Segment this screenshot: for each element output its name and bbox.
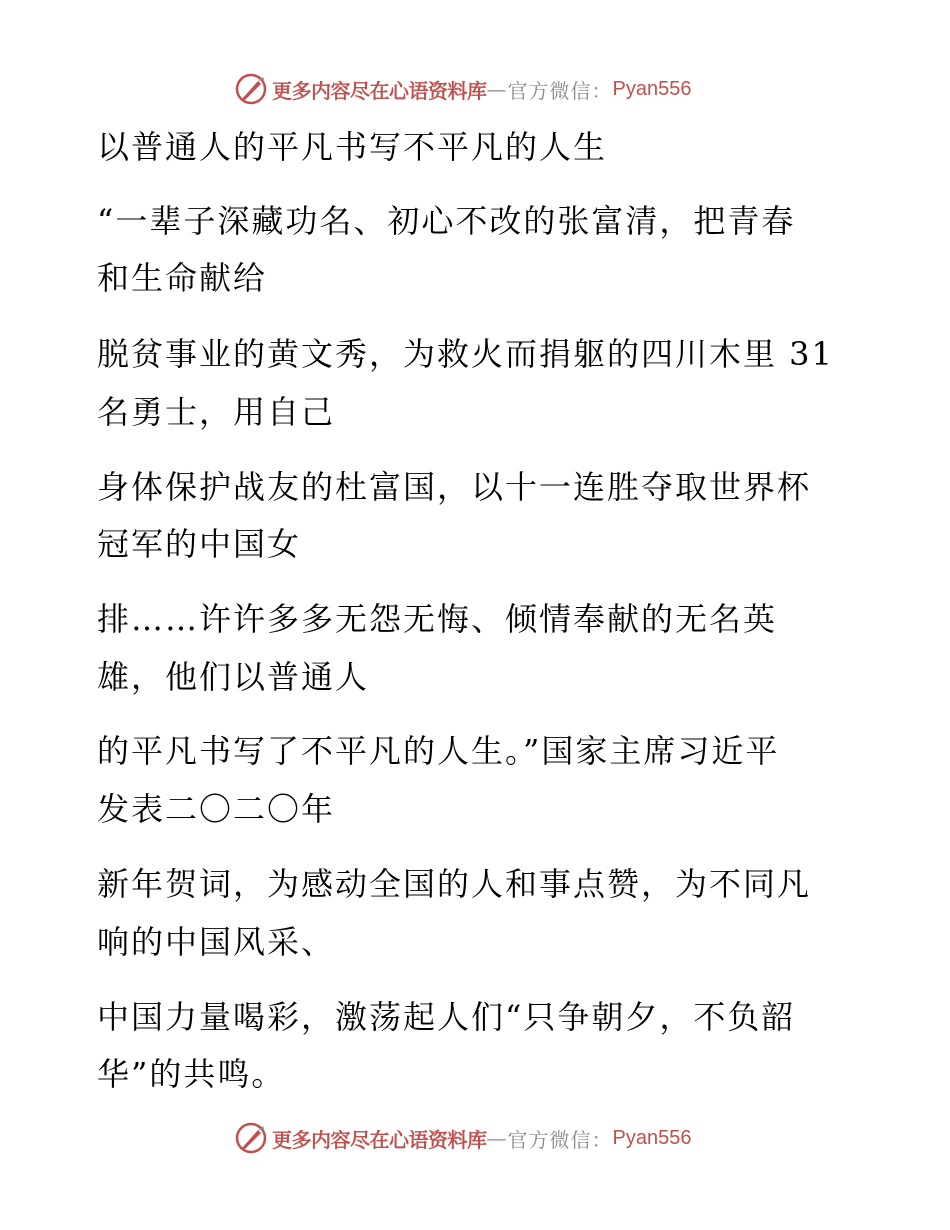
watermark-wechat-id: Pyan556 bbox=[612, 77, 692, 100]
watermark-dash: — bbox=[486, 77, 508, 101]
document-line: 和生命献给 bbox=[97, 259, 268, 297]
document-line: 名勇士，用自己 bbox=[97, 393, 336, 431]
header-watermark bbox=[234, 72, 691, 106]
document-line: 中国力量喝彩，激荡起人们“只争朝夕，不负韶 bbox=[97, 998, 796, 1036]
document-line: 的平凡书写了不平凡的人生。”国家主席习近平 bbox=[97, 732, 780, 770]
quill-pen-logo-icon bbox=[234, 1121, 268, 1155]
document-line: 发表二〇二〇年 bbox=[97, 790, 336, 828]
document-line: 排……许许多多无怨无悔、倾情奉献的无名英 bbox=[97, 600, 778, 638]
watermark-site-text: 更多内容尽在心语资料库 bbox=[272, 78, 487, 103]
document-line: 冠军的中国女 bbox=[97, 525, 302, 563]
watermark-wechat-label: 官方微信： bbox=[507, 1127, 613, 1152]
document-line: 脱贫事业的黄文秀，为救火而捐躯的四川木里 31 bbox=[97, 335, 834, 373]
document-line: 身体保护战友的杜富国，以十一连胜夺取世界杯 bbox=[97, 468, 812, 506]
document-line: 以普通人的平凡书写不平凡的人生 bbox=[97, 128, 608, 166]
watermark-wechat-id: Pyan556 bbox=[612, 1126, 692, 1149]
watermark-site-text: 更多内容尽在心语资料库 bbox=[272, 1127, 487, 1152]
document-line: 响的中国风采、 bbox=[97, 923, 336, 961]
document-line: “一辈子深藏功名、初心不改的张富清，把青春 bbox=[97, 202, 796, 240]
watermark-dash: — bbox=[486, 1126, 508, 1150]
document-line: 雄，他们以普通人 bbox=[97, 658, 370, 696]
document-line: 新年贺词，为感动全国的人和事点赞，为不同凡 bbox=[97, 865, 812, 903]
footer-watermark bbox=[234, 1121, 691, 1155]
watermark-wechat-label: 官方微信： bbox=[507, 78, 613, 103]
quill-pen-logo-icon bbox=[234, 72, 268, 106]
document-line: 华”的共鸣。 bbox=[97, 1055, 286, 1093]
